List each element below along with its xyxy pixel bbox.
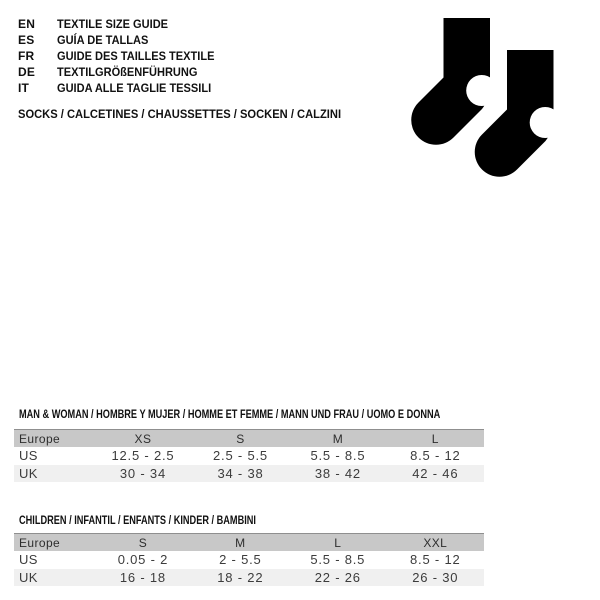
size-value: 22 - 26 [314,569,361,585]
sock-back [411,18,497,145]
language-code: DE [18,65,36,79]
language-row-en [18,16,228,32]
table-header-row [14,430,484,448]
table-header-row [14,534,484,552]
size-value: 8.5 - 12 [410,552,461,568]
size-value: 12.5 - 2.5 [111,448,175,464]
language-label: TEXTILE SIZE GUIDE [57,17,169,31]
row-label: US [19,552,38,568]
size-value: 2 - 5.5 [219,552,262,568]
table-row-uk [14,465,484,483]
table-row-uk [14,569,484,587]
header-cell-size: L [334,535,342,550]
size-value: 42 - 46 [412,465,459,481]
language-code: ES [18,33,35,47]
size-value: 2.5 - 5.5 [213,448,268,464]
language-row-de [18,64,228,80]
header-cell-region: Europe [19,431,61,446]
header-cell-size: M [235,535,246,550]
row-label: UK [19,465,38,481]
category-heading: SOCKS / CALCETINES / CHAUSSETTES / SOCKEN / CALZINI [18,107,342,121]
table-row-us [14,447,484,465]
language-row-fr [18,48,228,64]
size-value: 5.5 - 8.5 [310,552,366,568]
header-cell-size: S [138,535,148,550]
language-code: EN [18,17,36,31]
socks-icon [400,16,560,186]
row-label: US [19,448,38,464]
table-title-man-woman: MAN & WOMAN / HOMBRE Y MUJER / HOMME ET FEMME / MANN UND FRAU / UOMO E DONNA [19,409,441,421]
size-table-children [14,533,484,586]
header-cell-size: M [332,431,344,446]
language-guide-list [18,16,228,96]
language-row-es [18,32,228,48]
language-code: IT [18,81,30,95]
header-cell-region: Europe [19,535,61,550]
header-cell-size: L [431,431,439,446]
size-value: 30 - 34 [119,465,166,481]
language-code: FR [18,49,35,63]
row-label: UK [19,569,38,585]
size-value: 16 - 18 [119,569,166,585]
language-label: TEXTILGRÖßENFÜHRUNG [57,65,198,79]
language-label: GUIDE DES TAILLES TEXTILE [57,49,215,63]
language-label: GUIDA ALLE TAGLIE TESSILI [57,81,212,95]
header-cell-size: XS [134,431,152,446]
size-value: 0.05 - 2 [117,552,169,568]
header-cell-size: S [236,431,245,446]
size-value: 18 - 22 [217,569,264,585]
language-row-it [18,80,228,96]
table-title-children: CHILDREN / INFANTIL / ENFANTS / KINDER / BAMBINI [19,515,256,527]
language-label: GUÍA DE TALLAS [57,33,149,47]
table-row-us [14,551,484,569]
size-value: 34 - 38 [217,465,264,481]
size-value: 5.5 - 8.5 [310,448,366,464]
size-table-man-woman [14,429,484,482]
size-value: 8.5 - 12 [410,448,461,464]
header-cell-size: XXL [423,535,448,550]
size-value: 26 - 30 [412,569,459,585]
size-value: 38 - 42 [314,465,361,481]
